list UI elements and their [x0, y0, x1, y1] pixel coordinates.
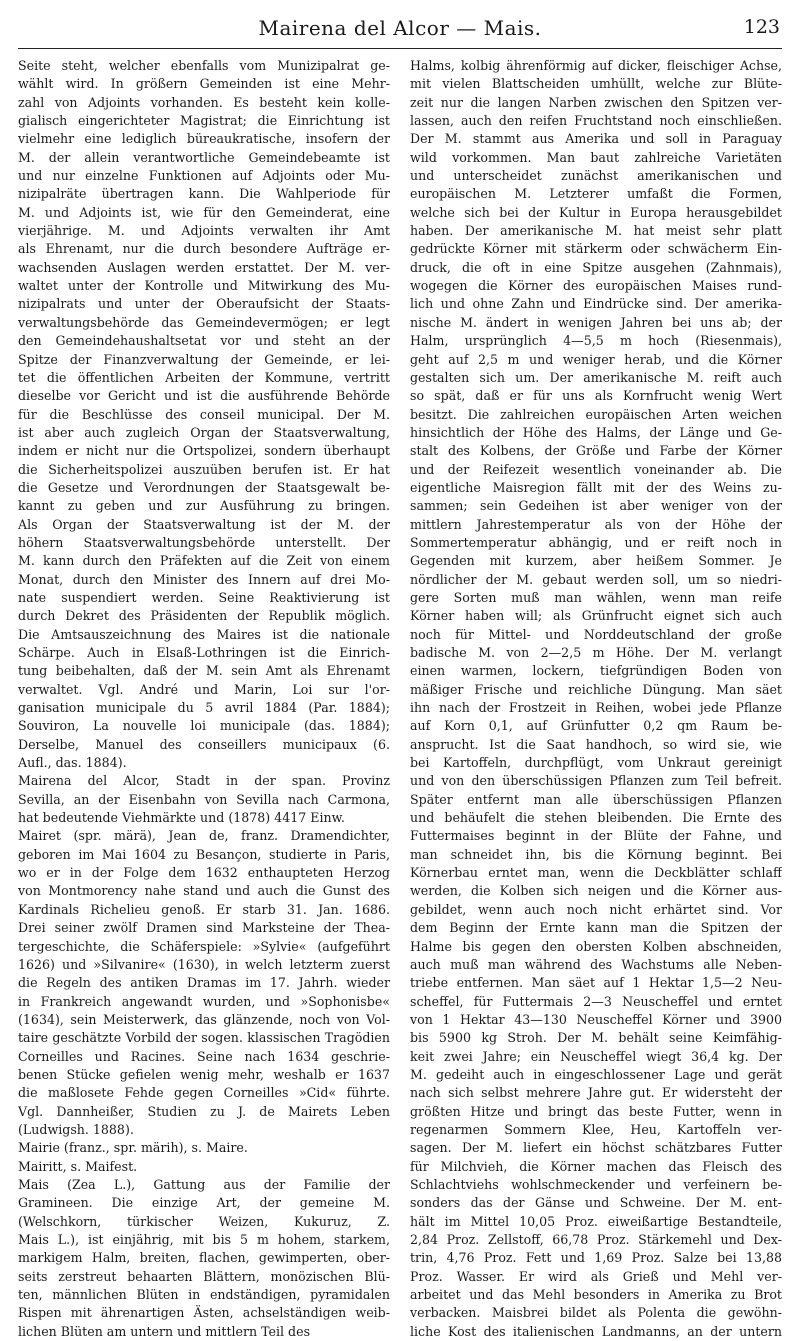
text-line: badische M. von 2—2,5 m Höhe. Der M. verlangt — [410, 645, 782, 660]
text-line: verbacken. Maisbrei bildet als Polenta die gewöhn- — [410, 1305, 782, 1321]
text-line: dem Beginn der Ernte kann man die Spitzen der — [410, 920, 782, 936]
text-line: Später entfernt man alle überschüssigen Pflanzen — [410, 791, 782, 807]
text-line: Körner haben will; als Grünfrucht eignet sich auch — [410, 608, 782, 624]
text-line: Drei seiner zwölf Dramen sind Marksteine der Thea- — [18, 920, 390, 936]
text-line: (1634), sein Meisterwerk, das glänzende, noch von Vol- — [18, 1011, 390, 1027]
text-line: man schneidet ihn, bis die Körnung beginnt. Bei — [410, 846, 782, 862]
text-line: stalt des Kolbens, der Größe und Farbe der Körner — [410, 443, 782, 459]
text-line: in Frankreich angewandt wurden, und »Sophonisbe« — [18, 993, 390, 1009]
text-line: Gegenden mit kurzem, aber heißem Sommer. Je — [410, 553, 782, 569]
text-line: Aufl., das. 1884). — [18, 755, 127, 771]
text-line: geht auf 2,5 m und weniger herab, und die Körner — [410, 351, 782, 367]
text-line: markigem Halm, breiten, flachen, gewimperten, ober- — [18, 1250, 390, 1266]
text-line: scheffel, für Futtermais 2—3 Neuscheffel und erntet — [410, 993, 782, 1009]
text-line: Die Amtsauszeichnung des Maires ist die nationale — [18, 626, 390, 642]
text-line: wählt wird. In größern Gemeinden ist eine Mehr- — [18, 76, 390, 92]
dictionary-entry — [18, 1158, 390, 1176]
text-line: sonders das der Gänse und Schweine. Der M. ent- — [410, 1195, 782, 1211]
text-line: europäischen M. Letzterer umfaßt die Formen, — [410, 186, 782, 202]
text-line: Halm, ursprünglich 4—5,5 m hoch (Riesenmais), — [410, 333, 782, 349]
text-line: zahl von Adjoints vorhanden. Es besteht kein kolle- — [18, 94, 390, 110]
text-line: Mairena del Alcor, Stadt in der span. Provinz — [18, 773, 390, 789]
text-line: lich und ohne Zahn und Eindrücke sind. Der amerika- — [410, 296, 782, 312]
text-line: gialisch eingerichteter Magistrat; die Einrichtung ist — [18, 113, 390, 129]
text-line: bei Kartoffeln, durchpflügt, vom Unkraut gereinigt — [410, 755, 782, 771]
text-line: vierjährige. M. und Adjoints verwalten ihr Amt — [18, 223, 390, 239]
text-line: Mairet (spr. märä), Jean de, franz. Dramendichter, — [18, 828, 390, 844]
text-line: ihn nach der Frostzeit in Reihen, wobei jede Pflanze — [410, 700, 782, 716]
text-line: kannt zu geben und zur Ausführung zu bringen. — [18, 498, 390, 514]
dictionary-entry — [18, 1176, 390, 1341]
text-line: seits zerstreut behaarten Blättern, monözischen Blü- — [18, 1268, 390, 1284]
text-paragraph — [18, 57, 390, 772]
text-line: druck, die oft in eine Spitze ausgehen (Zahnmais), — [410, 259, 782, 275]
text-line: taire geschätzte Vorbild der sogen. klassischen Tragödien — [18, 1030, 390, 1046]
text-line: ansprucht. Ist die Saat handhoch, so wird sie, wie — [410, 736, 782, 752]
text-line: (Welschkorn, türkischer Weizen, Kukuruz, Z. — [18, 1213, 390, 1229]
text-line: nate suspendiert werden. Seine Reaktivierung ist — [18, 589, 390, 605]
text-line: als Ehrenamt, nur die durch besondere Aufträge er- — [18, 241, 390, 257]
text-line: M. der allein verantwortliche Gemeindebeamte ist — [18, 149, 390, 165]
text-line: Vgl. Dannheißer, Studien zu J. de Mairets Leben — [18, 1103, 390, 1119]
text-line: gebildet, wenn auch noch nicht erhärtet sind. Vor — [410, 901, 782, 917]
text-line: Kardinals Richelieu genoß. Er starb 31. Jan. 1686. — [18, 901, 390, 917]
text-line: triebe entfernen. Man säet auf 1 Hektar 1,5—2 Neu- — [410, 975, 782, 991]
text-line: hat bedeutende Viehmärkte und (1878) 4417 Einw. — [18, 810, 345, 826]
text-line: auch muß man während des Wachstums alle Neben- — [410, 956, 782, 972]
dictionary-entry — [18, 1139, 390, 1157]
page-number: 123 — [743, 16, 780, 38]
text-line: Souviron, La nouvelle loi municipale (das. 1884); — [18, 718, 390, 734]
text-line: Mais L.), ist einjährig, mit bis 5 m hohem, starkem, — [18, 1232, 390, 1247]
text-line: welche sich bei der Kultur in Europa herausgebildet — [410, 204, 782, 220]
text-line: tet die öffentlichen Arbeiten der Kommune, vertritt — [18, 369, 390, 385]
text-line: von Montmorency nahe stand und auch die Gunst des — [18, 883, 390, 899]
text-line: einen warmen, lockern, tiefgründigen Boden von — [410, 663, 782, 679]
text-line: M. kann durch den Präfekten auf die Zeit von einem — [18, 553, 390, 569]
text-line: Sevilla, an der Eisenbahn von Sevilla nach Carmona, — [18, 791, 390, 807]
text-line: werden, die Kolben sich neigen und die Körner aus- — [410, 883, 782, 899]
text-line: Monat, durch den Minister des Innern auf drei Mo- — [18, 571, 390, 587]
text-line: bis 5900 kg Stroh. Der M. behält seine Keimfähig- — [410, 1030, 782, 1046]
text-line: 2,84 Proz. Zellstoff, 66,78 Proz. Stärkemehl und Dex- — [410, 1232, 782, 1247]
text-line: waltet unter der Kontrolle und Mitwirkung des Mu- — [18, 278, 390, 294]
text-line: von 1 Hektar 43—130 Neuscheffel Körner und 3900 — [410, 1011, 782, 1027]
text-line: gere Sorten muß man wählen, wenn man reife — [410, 589, 782, 605]
text-line: die maßlosete Fehde gegen Corneilles »Cid« führte. — [18, 1085, 390, 1101]
text-line: Derselbe, Manuel des conseillers municipaux (6. — [18, 736, 390, 752]
text-line: Halms, kolbig ährenförmig auf dicker, fleischiger Achse, — [410, 58, 782, 73]
text-line: lassen, auch den reifen Fruchtstand noch einschließen. — [410, 113, 782, 129]
text-line: und der Reifezeit wesentlich voneinander ab. Die — [410, 461, 782, 477]
text-line: noch für Mittel- und Norddeutschland der große — [410, 626, 782, 642]
text-line: Gramineen. Die einzige Art, der gemeine M. — [18, 1195, 390, 1211]
text-line: benen Stücke gefielen wenig mehr, weshalb er 1637 — [18, 1066, 390, 1082]
text-line: für Milchvieh, die Körner machen das Fleisch des — [410, 1158, 782, 1174]
text-line: so spät, daß er für uns als Kornfrucht wenig Wert — [410, 388, 782, 404]
text-line: größten Hitze und bringt das beste Futter, wenn in — [410, 1103, 782, 1119]
dictionary-entry — [18, 772, 390, 827]
text-line: liche Kost des italienischen Landmanns, an der untern — [410, 1323, 782, 1339]
text-line: wo er in der Folge dem 1632 enthaupteten Herzog — [18, 865, 390, 881]
text-line: Proz. Wasser. Er wird als Grieß und Mehl ver- — [410, 1268, 782, 1284]
text-line: Körnerbau erntet man, wenn die Deckblätter schlaff — [410, 865, 782, 881]
text-line: nach sich selbst mehrere Jahre gut. Er widersteht der — [410, 1085, 782, 1101]
text-line: nizipalrats und unter der Oberaufsicht der Staats- — [18, 296, 390, 312]
text-line: nische M. ändert in wenigen Jahren bei uns ab; der — [410, 314, 782, 330]
text-line: gestalten sich um. Der amerikanische M. reift auch — [410, 369, 782, 385]
text-line: nördlicher der M. gebaut werden soll, um so niedri- — [410, 571, 782, 587]
text-line: M. und Adjoints ist, wie für den Gemeinderat, eine — [18, 204, 390, 220]
text-line: nizipalräte übertragen kann. Die Wahlperiode für — [18, 186, 390, 202]
text-line: Der M. stammt aus Amerika und soll in Paraguay — [410, 131, 782, 147]
text-line: den Gemeindehaushaltsetat vor und steht an der — [18, 333, 390, 349]
text-line: mittlern Jahrestemperatur als von der Höhe der — [410, 516, 782, 532]
text-line: zeit nur die langen Narben zwischen den Spitzen ver- — [410, 94, 782, 110]
text-line: die Gesetze und Verordnungen der Staatsgewalt be- — [18, 479, 390, 495]
text-line: und nur einzelne Funktionen auf Adjoints oder Mu- — [18, 168, 390, 184]
text-line: (Ludwigsh. 1888). — [18, 1121, 134, 1137]
text-line: dieselbe vor Gericht und ist die ausführende Behörde — [18, 388, 390, 404]
text-line: höhern Staatsverwaltungsbehörde unterstellt. Der — [18, 534, 390, 550]
text-line: wachsenden Auslagen werden erstattet. Der M. ver- — [18, 259, 390, 275]
text-line: und behäufelt die stehen bleibenden. Die Ernte des — [410, 810, 782, 826]
text-line: hinsichtlich der Höhe des Halms, der Länge und Ge- — [410, 424, 782, 440]
text-line: Sommertemperatur abhängig, und er reift noch in — [410, 534, 782, 550]
text-line: gedrückte Körner mit stärkerm oder schwächerm Ein- — [410, 241, 782, 257]
text-line: und unterscheidet zunächst amerikanischen und — [410, 168, 782, 184]
text-line: die Sicherheitspolizei auszuüben berufen ist. Er hat — [18, 461, 390, 477]
text-line: verwaltungsbehörde das Gemeindevermögen; er legt — [18, 314, 390, 330]
text-line: Mais (Zea L.), Gattung aus der Familie der — [18, 1176, 390, 1192]
text-line: Als Organ der Staatsverwaltung ist der M. der — [18, 516, 390, 532]
text-line: mäßiger Frische und reichliche Düngung. Man säet — [410, 681, 782, 697]
text-line: haben. Der amerikanische M. hat meist sehr platt — [410, 223, 782, 239]
text-line: M. gedeiht auch in eingeschlossener Lage und gerät — [410, 1066, 782, 1082]
text-line: wild vorkommen. Man baut zahlreiche Varietäten — [410, 149, 782, 165]
text-line: ten, männlichen Blüten in endständigen, pyramidalen — [18, 1287, 390, 1303]
text-line: trin, 4,76 Proz. Fett und 1,69 Proz. Salze bei 13,88 — [410, 1250, 782, 1266]
text-line: die Regeln des antiken Dramas im 17. Jahrh. wieder — [18, 975, 390, 991]
text-line: hält im Mittel 10,05 Proz. eiweißartige Bestandteile, — [410, 1213, 782, 1229]
text-line: eigentliche Maisregion fällt mit der des Weins zu- — [410, 479, 782, 495]
text-line: Schärpe. Auch in Elsaß-Lothringen ist die Einrich- — [18, 645, 390, 660]
text-line: und von den überschüssigen Pflanzen zum Teil befreit. — [410, 773, 782, 789]
text-line: durch Dekret des Präsidenten der Republik möglich. — [18, 608, 390, 624]
text-line: Halme bis gegen den obersten Kolben abschneiden, — [410, 938, 782, 954]
text-line: indem er nicht nur die Ortspolizei, sondern überhaupt — [18, 443, 390, 459]
text-line: lichen Blüten am untern und mittlern Teil des — [18, 1323, 311, 1339]
text-line: für die Beschlüsse des conseil municipal. Der M. — [18, 406, 390, 422]
text-line: mit vielen Blattscheiden umhüllt, welche zur Blüte- — [410, 76, 782, 92]
text-line: wogegen die Körner des europäischen Maises rund- — [410, 278, 782, 294]
text-line: ganisation municipale du 5 avril 1884 (Par. 1884); — [18, 700, 390, 716]
text-line: Rispen mit ährenartigen Ästen, achselständigen weib- — [18, 1305, 390, 1321]
text-line: Spitze der Finanzverwaltung der Gemeinde, er lei- — [18, 351, 390, 367]
dictionary-entry — [18, 827, 390, 1139]
text-line: 1626) und »Silvanire« (1630), in welch letzterm zuerst — [18, 956, 390, 972]
text-line: tergeschichte, die Schäferspiele: »Sylvie« (aufgeführt — [18, 938, 390, 954]
text-line: Seite steht, welcher ebenfalls vom Munizipalrat ge- — [18, 58, 390, 73]
left-column — [18, 57, 390, 1341]
text-line: Futtermaises beginnt in der Blüte der Fahne, und — [410, 828, 782, 844]
text-columns — [18, 57, 782, 1341]
text-line: regenarmen Sommern Klee, Heu, Kartoffeln ver- — [410, 1121, 782, 1137]
text-line: arbeitet und das Mehl besonders in Amerika zu Brot — [410, 1287, 782, 1303]
text-line: geboren im Mai 1604 zu Besançon, studierte in Paris, — [18, 846, 390, 862]
text-line: Mairie (franz., spr. märih), s. Maire. — [18, 1140, 248, 1156]
text-line: keit zwei Jahre; ein Neuscheffel wiegt 36,4 kg. Der — [410, 1048, 782, 1064]
page-title: Mairena del Alcor — Mais. — [258, 16, 542, 40]
text-line: Schlachtviehs wohlschmeckender und verfeinern be- — [410, 1176, 782, 1192]
page-header — [18, 14, 782, 49]
text-line: verwaltet. Vgl. André und Marin, Loi sur l'or- — [18, 681, 390, 697]
text-line: sammen; sein Gedeihen ist aber weniger von der — [410, 498, 782, 514]
text-line: besitzt. Die zahlreichen europäischen Arten weichen — [410, 406, 782, 422]
text-line: tung beibehalten, daß der M. sein Amt als Ehrenamt — [18, 663, 390, 679]
text-line: vielmehr eine lediglich büreaukratische, insofern der — [18, 131, 390, 147]
text-line: auf Korn 0,1, auf Grünfutter 0,2 qm Raum be- — [410, 718, 782, 734]
text-line: sagen. Der M. liefert ein höchst schätzbares Futter — [410, 1140, 782, 1156]
text-line: Mairitt, s. Maifest. — [18, 1158, 138, 1174]
text-line: Corneilles und Racines. Seine nach 1634 geschrie- — [18, 1048, 390, 1064]
text-line: ist aber auch zugleich Organ der Staatsverwaltung, — [18, 424, 390, 440]
right-column — [410, 57, 782, 1341]
